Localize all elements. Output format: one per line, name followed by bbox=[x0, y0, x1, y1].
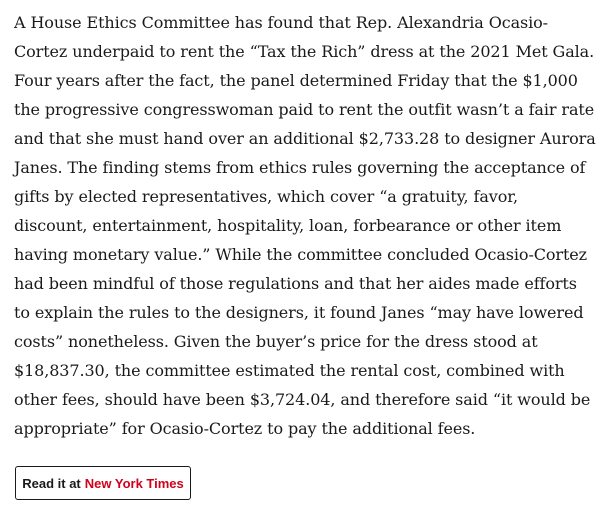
article-body-text: A House Ethics Committee has found that Rep. Alexandria Ocasio-Cortez underpaid to rent the “Tax the Rich” dress at the 2021 Met Gala. Four years after the fact, the panel determined Friday that the $1,000 the progressive congresswoman paid to rent the outfit wasn’t a fair rate and that she must hand over an additional $2,733.28 to designer Aurora Janes. The finding stems from ethics rules governing the acceptance of gifts by elected representatives, which cover “a gratuity, favor, discount, entertainment, hospitality, loan, forbearance or other item having monetary value.” While the committee concluded Ocasio-Cortez had been mindful of those regulations and that her aides made efforts to explain the rules to the designers, it found Janes “may have lowered costs” nonetheless. Given the buyer’s price for the dress stood at $18,837.30, the committee estimated the rental cost, combined with other fees, should have been $3,724.04, and therefore said “it would be appropriate” for Ocasio-Cortez to pay the additional fees. bbox=[14, 13, 596, 438]
read-it-at-label: Read it at bbox=[22, 475, 81, 491]
read-it-at-button[interactable] bbox=[15, 466, 191, 500]
article bbox=[14, 8, 596, 443]
source-name: New York Times bbox=[84, 475, 184, 491]
